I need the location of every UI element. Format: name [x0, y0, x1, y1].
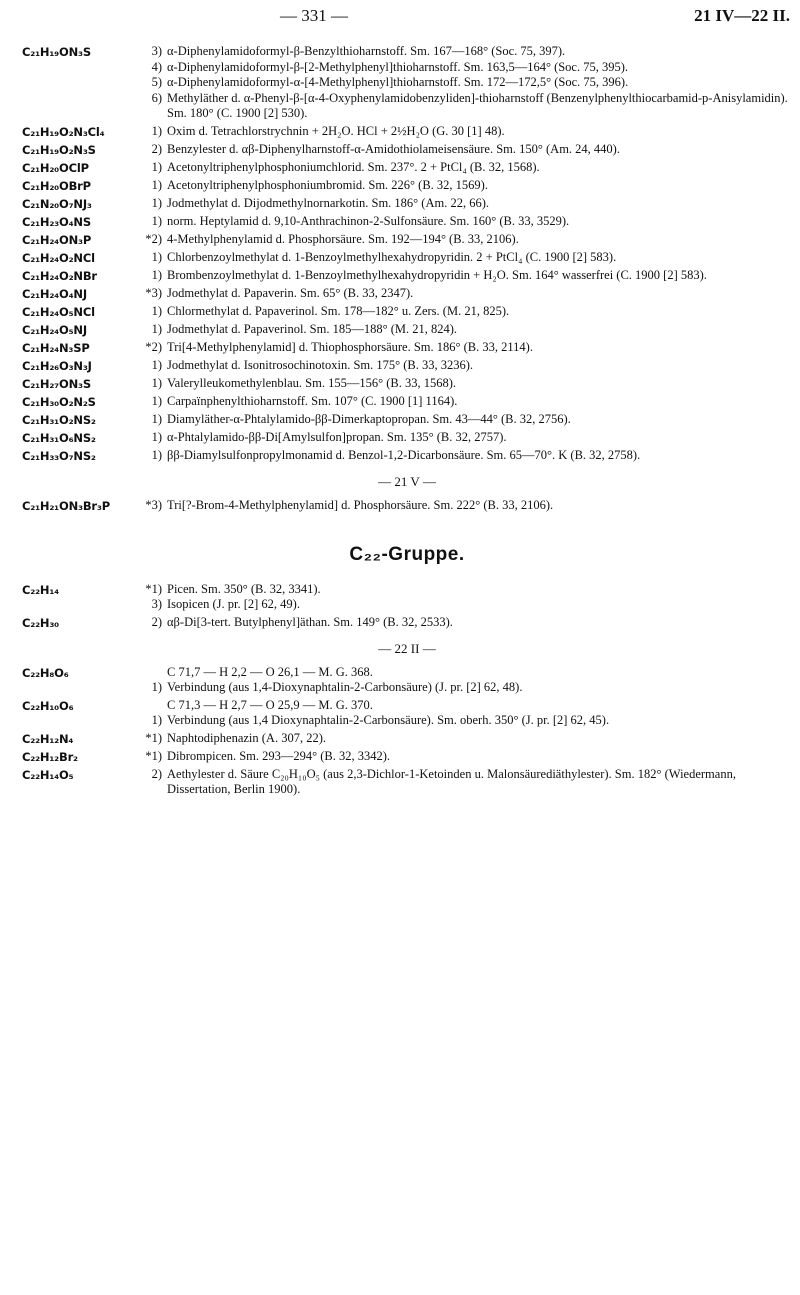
item-text: ββ-Diamylsulfonpropylmonamid d. Benzol-1,2-Dicarbonsäure. Sm. 65—70°. K (B. 32, 2758). [167, 447, 641, 462]
compound-items [142, 286, 792, 302]
compound-item [142, 91, 792, 122]
compound-entry [22, 376, 792, 392]
compound-entry [22, 250, 792, 266]
compound-formula: C₂₁H₂₄ON₃P [22, 232, 92, 247]
compound-item [142, 731, 792, 747]
compound-entry [22, 498, 792, 514]
compound-entry [22, 698, 792, 729]
compound-item [142, 214, 792, 230]
compound-entry [22, 268, 792, 284]
item-text: Benzylester d. αβ-Diphenylharnstoff-α-Amidothiolameisensäure. Sm. 150° (Am. 24, 440). [167, 141, 620, 156]
item-number: 6) [151, 90, 162, 105]
item-number: *3) [145, 285, 162, 300]
item-number: 1) [151, 713, 162, 727]
item-text: Diamyläther-α-Phtalylamido-ββ-Dimerkaptopropan. Sm. 43—44° (B. 32, 2756). [167, 411, 571, 426]
compound-items [142, 196, 792, 212]
item-text: Jodmethylat d. Papaverinol. Sm. 185—188° (M. 21, 824). [167, 321, 458, 336]
compound-entry [22, 615, 792, 631]
compound-item [142, 178, 792, 194]
item-text: Dibrompicen. Sm. 293—294° (B. 32, 3342). [167, 748, 391, 763]
item-text: α-Diphenylamidoformyl-α-[4-Methylphenyl]thioharnstoff. Sm. 172—172,5° (Soc. 75, 396). [167, 75, 629, 89]
item-number: 1) [151, 195, 162, 210]
item-number: 1) [151, 213, 162, 228]
item-number: 1) [151, 123, 162, 138]
document-body [22, 44, 792, 800]
compound-items [142, 322, 792, 338]
item-text: Valerylleukomethylenblau. Sm. 155—156° (B. 33, 1568). [167, 375, 456, 390]
item-number: 2) [151, 141, 162, 156]
compound-items [142, 178, 792, 194]
compound-entry [22, 214, 792, 230]
compound-items [142, 498, 792, 514]
compound-entry [22, 358, 792, 374]
compound-formula: C₂₁H₂₀OClP [22, 160, 89, 175]
item-number: 1) [151, 357, 162, 372]
compound-formula: C₂₂H₁₄O₅ [22, 767, 74, 782]
item-text: C 71,3 — H 2,7 — O 25,9 — M. G. 370. [167, 697, 373, 712]
item-number: 5) [151, 75, 162, 89]
compound-entry [22, 340, 792, 356]
compound-formula: C₂₂H₃₀ [22, 615, 60, 630]
item-text: αβ-Di[3-tert. Butylphenyl]äthan. Sm. 149° (B. 32, 2533). [167, 614, 453, 629]
item-text: norm. Heptylamid d. 9,10-Anthrachinon-2-Sulfonsäure. Sm. 160° (B. 33, 3529). [167, 213, 570, 228]
compound-item [142, 680, 792, 696]
item-number: 1) [151, 375, 162, 390]
item-number: 3) [151, 44, 162, 58]
compound-entry [22, 412, 792, 428]
compound-items [142, 214, 792, 230]
compound-entry [22, 196, 792, 212]
compound-items [142, 142, 792, 158]
compound-formula: C₂₂H₁₀O₆ [22, 698, 74, 713]
compound-items [142, 698, 792, 729]
compound-formula: C₂₁H₂₀OBrP [22, 178, 91, 193]
compound-formula: C₂₂H₈O₆ [22, 665, 69, 680]
compound-item [142, 394, 792, 410]
compound-item [142, 340, 792, 356]
compound-entry [22, 665, 792, 696]
item-text: α-Phtalylamido-ββ-Di[Amylsulfon]propan. Sm. 135° (B. 32, 2757). [167, 429, 507, 444]
item-text: Chlormethylat d. Papaverinol. Sm. 178—182° u. Zers. (M. 21, 825). [167, 303, 510, 318]
section-22-group [22, 582, 792, 631]
item-text: Verbindung (aus 1,4 Dioxynaphtalin-2-Carbonsäure). Sm. oberh. 350° (J. pr. [2] 62, 45). [167, 713, 610, 727]
item-number: 1) [151, 303, 162, 318]
item-number: 2) [151, 766, 162, 781]
item-number: 1) [151, 447, 162, 462]
item-text: Picen. Sm. 350° (B. 32, 3341). [167, 581, 321, 596]
compound-entry [22, 448, 792, 464]
group-title: C₂₂-Gruppe. [349, 543, 465, 565]
compound-item [142, 44, 792, 60]
item-number: *2) [145, 339, 162, 354]
compound-items [142, 268, 792, 284]
compound-items [142, 250, 792, 266]
compound-items [142, 731, 792, 747]
compound-formula: C₂₁H₁₉ON₃S [22, 45, 91, 59]
item-text: Jodmethylat d. Papaverin. Sm. 65° (B. 33, 2347). [167, 285, 414, 300]
compound-formula: C₂₁H₂₃O₄NS [22, 214, 91, 229]
item-number: 2) [151, 614, 162, 629]
compound-item [142, 268, 792, 284]
page-number: — 331 — [280, 6, 348, 25]
compound-item [142, 430, 792, 446]
item-number: 1) [151, 429, 162, 444]
compound-item [142, 286, 792, 302]
compound-item [142, 698, 792, 714]
compound-items [142, 44, 792, 122]
compound-item [142, 232, 792, 248]
compound-formula: C₂₁H₁₉O₂N₃S [22, 142, 96, 157]
compound-item [142, 448, 792, 464]
item-text: Jodmethylat d. Dijodmethylnornarkotin. Sm. 186° (Am. 22, 66). [167, 195, 489, 210]
compound-item [142, 665, 792, 681]
compound-items [142, 232, 792, 248]
compound-item [142, 160, 792, 176]
compound-formula: C₂₁H₂₄O₄NJ [22, 286, 87, 301]
item-number: *2) [145, 231, 162, 246]
compound-entry [22, 731, 792, 747]
item-number: 1) [151, 267, 162, 282]
item-text: α-Diphenylamidoformyl-β-Benzylthioharnstoff. Sm. 167—168° (Soc. 75, 397). [167, 44, 566, 58]
compound-formula: C₂₁H₂₄N₃SP [22, 340, 90, 355]
compound-entry [22, 160, 792, 176]
compound-entry [22, 304, 792, 320]
item-number: *1) [145, 581, 162, 596]
compound-item [142, 615, 792, 631]
item-text: Chlorbenzoylmethylat d. 1-Benzoylmethylhexahydropyridin. 2 + PtCl₄ (C. 1900 [2] 583). [167, 249, 617, 264]
item-text: Naphtodiphenazin (A. 307, 22). [167, 730, 326, 745]
compound-formula: C₂₂H₁₂N₄ [22, 731, 74, 746]
item-text: α-Diphenylamidoformyl-β-[2-Methylphenyl]thioharnstoff. Sm. 163,5—164° (Soc. 75, 395). [167, 59, 629, 74]
compound-item [142, 60, 792, 76]
item-number: 1) [151, 393, 162, 408]
compound-items [142, 448, 792, 464]
compound-entry [22, 394, 792, 410]
item-number: *1) [145, 748, 162, 763]
item-number: 1) [151, 159, 162, 174]
section-21V [22, 498, 792, 514]
compound-entry [22, 767, 792, 798]
compound-items [142, 412, 792, 428]
compound-item [142, 75, 792, 91]
compound-items [142, 376, 792, 392]
item-text: Acetonyltriphenylphosphoniumbromid. Sm. 226° (B. 32, 1569). [167, 177, 488, 192]
compound-entry [22, 322, 792, 338]
compound-item [142, 376, 792, 392]
compound-entry [22, 178, 792, 194]
compound-items [142, 749, 792, 765]
compound-formula: C₂₁H₂₄O₂NBr [22, 268, 97, 283]
compound-items [142, 615, 792, 631]
item-text: Aethylester d. Säure C₂₀H₁₀O₅ (aus 2,3-Dichlor-1-Ketoinden u. Malonsäurediäthylester). Sm. 182° (Wiedermann, Dissertation, Berlin 1900). [167, 766, 736, 796]
compound-entry [22, 430, 792, 446]
compound-item [142, 749, 792, 765]
compound-items [142, 358, 792, 374]
compound-formula: C₂₁H₃₃O₇NS₂ [22, 448, 96, 463]
compound-items [142, 767, 792, 798]
compound-items [142, 430, 792, 446]
compound-item [142, 196, 792, 212]
item-text: Brombenzoylmethylat d. 1-Benzoylmethylhexahydropyridin + H₂O. Sm. 164° wasserfrei (C. 1900 [2] 583). [167, 267, 707, 282]
compound-item [142, 304, 792, 320]
compound-items [142, 582, 792, 613]
compound-entry [22, 582, 792, 613]
item-text: 4-Methylphenylamid d. Phosphorsäure. Sm. 192—194° (B. 33, 2106). [167, 231, 519, 246]
item-number: 1) [151, 680, 162, 694]
compound-item [142, 597, 792, 613]
formula-range: 21 IV—22 II. [694, 6, 790, 25]
compound-formula: C₂₁H₂₇ON₃S [22, 376, 91, 391]
compound-item [142, 358, 792, 374]
item-number: *3) [145, 497, 162, 512]
item-text: Isopicen (J. pr. [2] 62, 49). [167, 597, 300, 611]
compound-item [142, 713, 792, 729]
compound-items [142, 160, 792, 176]
item-number: 4) [151, 59, 162, 74]
item-text: Oxim d. Tetrachlorstrychnin + 2H₂O. HCl + 2½H₂O (G. 30 [1] 48). [167, 123, 505, 138]
item-text: Methyläther d. α-Phenyl-β-[α-4-Oxyphenylamidobenzyliden]-thioharnstoff (Benzenylphenylthiocarbamid-p-Anisylamidin). Sm. 180° (C. 1900 [2] 530). [167, 90, 788, 120]
compound-item [142, 322, 792, 338]
section-22II [22, 665, 792, 798]
compound-formula: C₂₁H₂₄O₅NJ [22, 322, 87, 337]
item-number: 1) [151, 321, 162, 336]
item-text: Verbindung (aus 1,4-Dioxynaphtalin-2-Carbonsäure) (J. pr. [2] 62, 48). [167, 680, 523, 694]
compound-formula: C₂₁H₂₁ON₃Br₃P [22, 498, 110, 513]
compound-item [142, 412, 792, 428]
compound-formula: C₂₁H₃₁O₂NS₂ [22, 412, 96, 427]
item-text: C 71,7 — H 2,2 — O 26,1 — M. G. 368. [167, 664, 373, 679]
compound-item [142, 498, 792, 514]
compound-entry [22, 124, 792, 140]
item-text: Acetonyltriphenylphosphoniumchlorid. Sm. 237°. 2 + PtCl₄ (B. 32, 1568). [167, 159, 540, 174]
compound-item [142, 142, 792, 158]
item-text: Jodmethylat d. Isonitrosochinotoxin. Sm. 175° (B. 33, 3236). [167, 357, 474, 372]
item-number: *1) [145, 730, 162, 745]
compound-formula: C₂₁N₂₀O₇NJ₃ [22, 196, 92, 211]
compound-item [142, 767, 792, 798]
compound-items [142, 340, 792, 356]
compound-formula: C₂₁H₃₀O₂N₂S [22, 394, 96, 409]
compound-formula: C₂₁H₂₄O₅NCl [22, 304, 95, 319]
item-text: Tri[4-Methylphenylamid] d. Thiophosphorsäure. Sm. 186° (B. 33, 2114). [167, 339, 533, 354]
section-heading-22II: — 22 II — [378, 640, 436, 656]
compound-items [142, 124, 792, 140]
compound-items [142, 394, 792, 410]
section-heading-21V: — 21 V — [378, 473, 436, 489]
item-number: 1) [151, 177, 162, 192]
page-header [0, 6, 800, 30]
section-21IV [22, 44, 792, 464]
compound-formula: C₂₁H₂₄O₂NCl [22, 250, 95, 265]
compound-item [142, 124, 792, 140]
item-number: 1) [151, 411, 162, 426]
item-number: 3) [151, 597, 162, 611]
compound-item [142, 582, 792, 598]
item-number: 1) [151, 249, 162, 264]
item-number [142, 698, 167, 714]
item-text: Tri[?-Brom-4-Methylphenylamid] d. Phosphorsäure. Sm. 222° (B. 33, 2106). [167, 497, 554, 512]
compound-formula: C₂₂H₁₂Br₂ [22, 749, 78, 764]
compound-entry [22, 232, 792, 248]
compound-formula: C₂₁H₃₁O₆NS₂ [22, 430, 96, 445]
compound-entry [22, 749, 792, 765]
compound-entry [22, 142, 792, 158]
item-text: Carpaïnphenylthioharnstoff. Sm. 107° (C. 1900 [1] 1164). [167, 393, 458, 408]
compound-items [142, 304, 792, 320]
compound-formula: C₂₂H₁₄ [22, 582, 60, 597]
compound-entry [22, 44, 792, 122]
compound-entry [22, 286, 792, 302]
compound-formula: C₂₁H₂₆O₃N₃J [22, 358, 92, 373]
compound-item [142, 250, 792, 266]
item-number [142, 665, 167, 681]
compound-formula: C₂₁H₁₉O₂N₃Cl₄ [22, 124, 105, 139]
compound-items [142, 665, 792, 696]
